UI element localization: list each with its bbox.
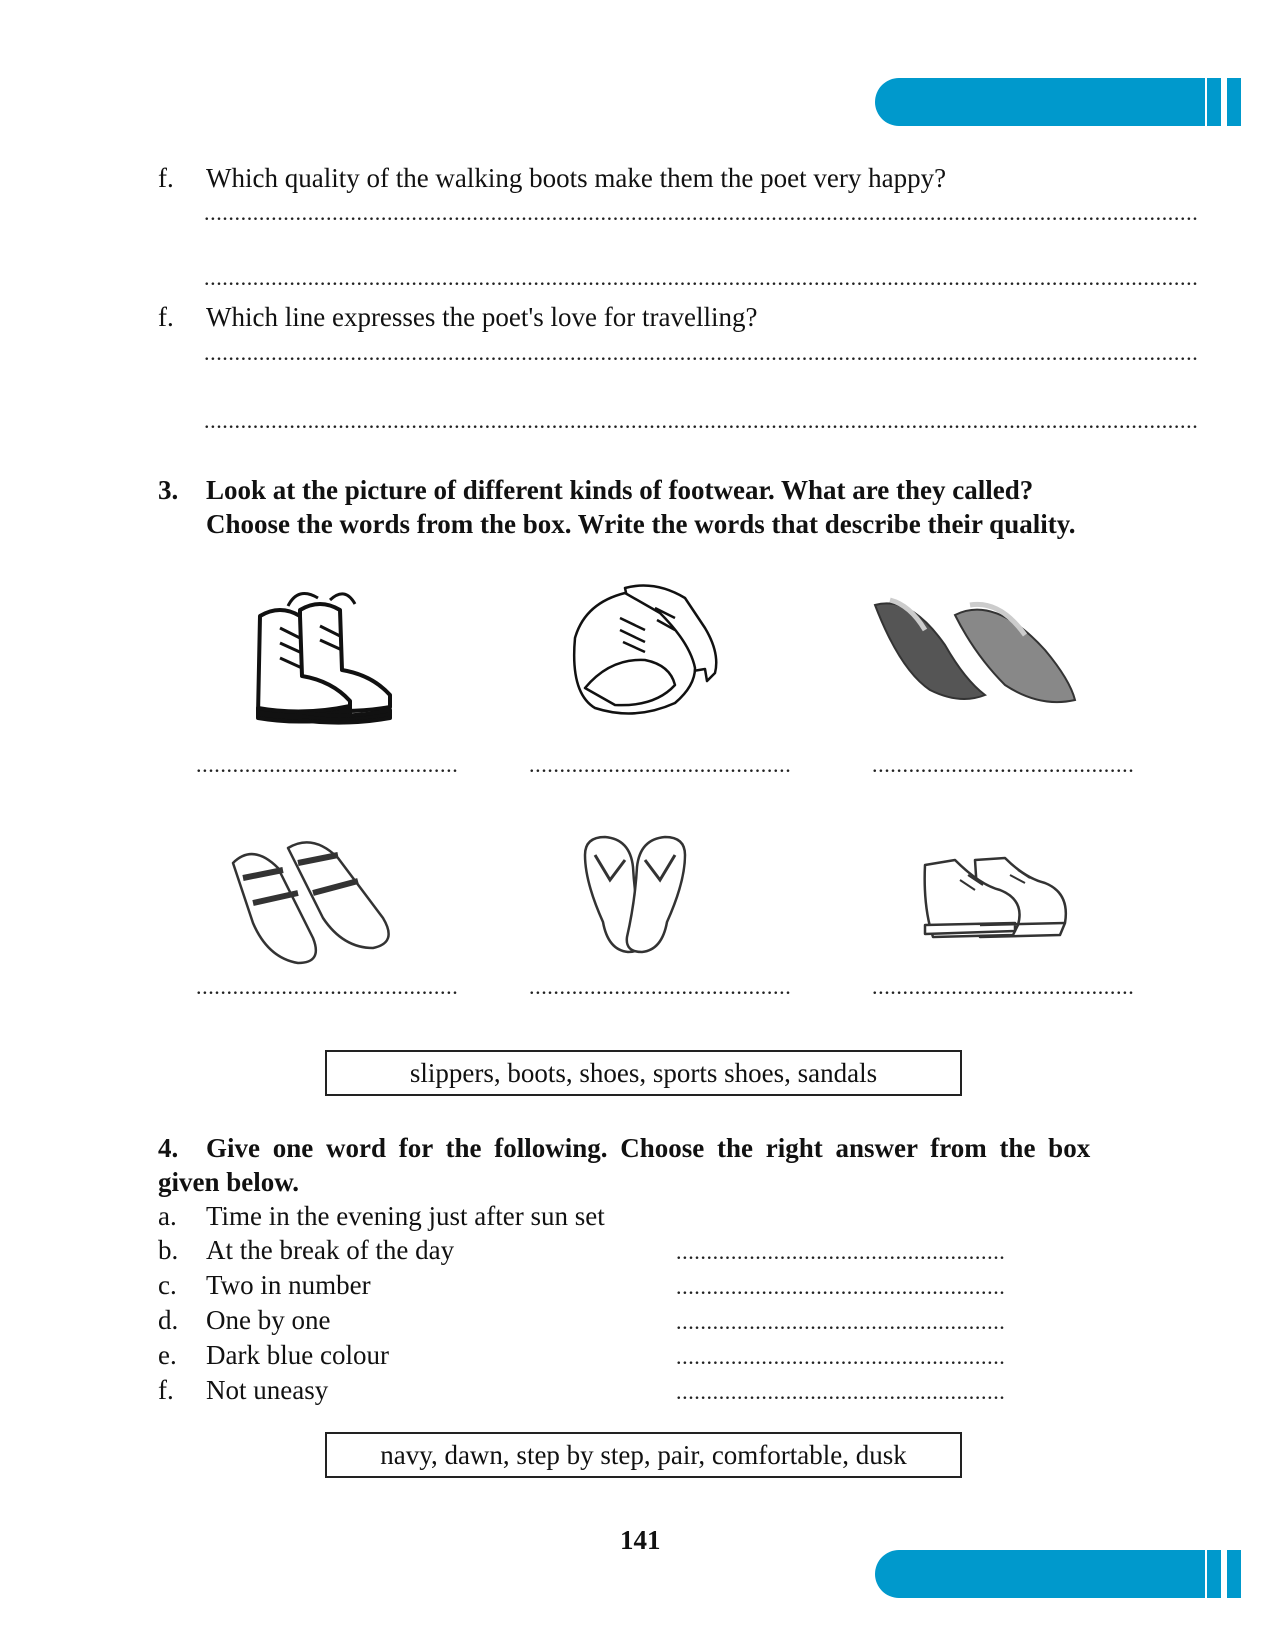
boots-icon — [240, 588, 400, 733]
answer-blank[interactable]: ...................................................... — [676, 1379, 1006, 1404]
list-item — [158, 1199, 958, 1233]
section-instruction-line1: Give one word for the following. Choose the right answer from the box — [206, 1133, 1091, 1163]
answer-line[interactable]: ................................................................................................................................................................... — [204, 265, 1199, 290]
item-text: Time in the evening just after sun set — [206, 1201, 605, 1231]
page-number: 141 — [620, 1525, 661, 1555]
sports-shoes-icon — [920, 855, 1070, 940]
section-3-heading — [158, 473, 1158, 545]
footwear-name-blank[interactable]: ........................................... — [529, 974, 792, 999]
answer-blank[interactable]: ...................................................... — [676, 1309, 1006, 1334]
section-instruction-line2: given below. — [158, 1167, 300, 1197]
one-word-box: navy, dawn, step by step, pair, comfortable, dusk — [325, 1432, 962, 1478]
sandals-icon — [228, 838, 393, 963]
item-text: Dark blue colour — [206, 1340, 389, 1370]
section-instruction-line2: Choose the words from the box. Write the words that describe their quality. — [206, 509, 1076, 539]
answer-line[interactable]: ................................................................................................................................................................... — [204, 200, 1199, 225]
slippers-icon — [575, 835, 695, 955]
question-label: f. — [158, 163, 174, 193]
item-label: a. — [158, 1201, 177, 1231]
footwear-name-blank[interactable]: ........................................... — [872, 752, 1135, 777]
question-text: Which quality of the walking boots make them the poet very happy? — [206, 163, 947, 193]
footwear-name-blank[interactable]: ........................................... — [196, 974, 459, 999]
question-label: f. — [158, 302, 174, 332]
item-text: At the break of the day — [206, 1235, 455, 1265]
footwear-name-blank[interactable]: ........................................... — [196, 752, 459, 777]
item-label: b. — [158, 1235, 179, 1265]
answer-line[interactable]: ................................................................................................................................................................... — [204, 408, 1199, 433]
question-f-walking-boots — [158, 161, 1158, 195]
answer-blank[interactable]: ...................................................... — [676, 1344, 1006, 1369]
shoes-icon — [565, 578, 725, 733]
section-number: 3. — [158, 475, 179, 505]
item-label: e. — [158, 1340, 177, 1370]
item-label: c. — [158, 1270, 177, 1300]
section-4-heading — [158, 1131, 1133, 1201]
answer-blank[interactable]: ...................................................... — [676, 1239, 1006, 1264]
answer-blank[interactable]: ...................................................... — [676, 1274, 1006, 1299]
sandals-icon — [870, 585, 1080, 705]
footwear-word-box: slippers, boots, shoes, sports shoes, sandals — [325, 1050, 962, 1096]
section-number: 4. — [158, 1133, 179, 1163]
item-label: f. — [158, 1375, 174, 1405]
section-instruction-line1: Look at the picture of different kinds of footwear. What are they called? — [206, 475, 1034, 505]
footwear-name-blank[interactable]: ........................................... — [529, 752, 792, 777]
item-text: One by one — [206, 1305, 331, 1335]
item-label: d. — [158, 1305, 179, 1335]
item-text: Two in number — [206, 1270, 371, 1300]
answer-line[interactable]: ................................................................................................................................................................... — [204, 340, 1199, 365]
item-text: Not uneasy — [206, 1375, 329, 1405]
question-text: Which line expresses the poet's love for travelling? — [206, 302, 758, 332]
question-f-travelling — [158, 300, 1158, 334]
footwear-name-blank[interactable]: ........................................... — [872, 974, 1135, 999]
